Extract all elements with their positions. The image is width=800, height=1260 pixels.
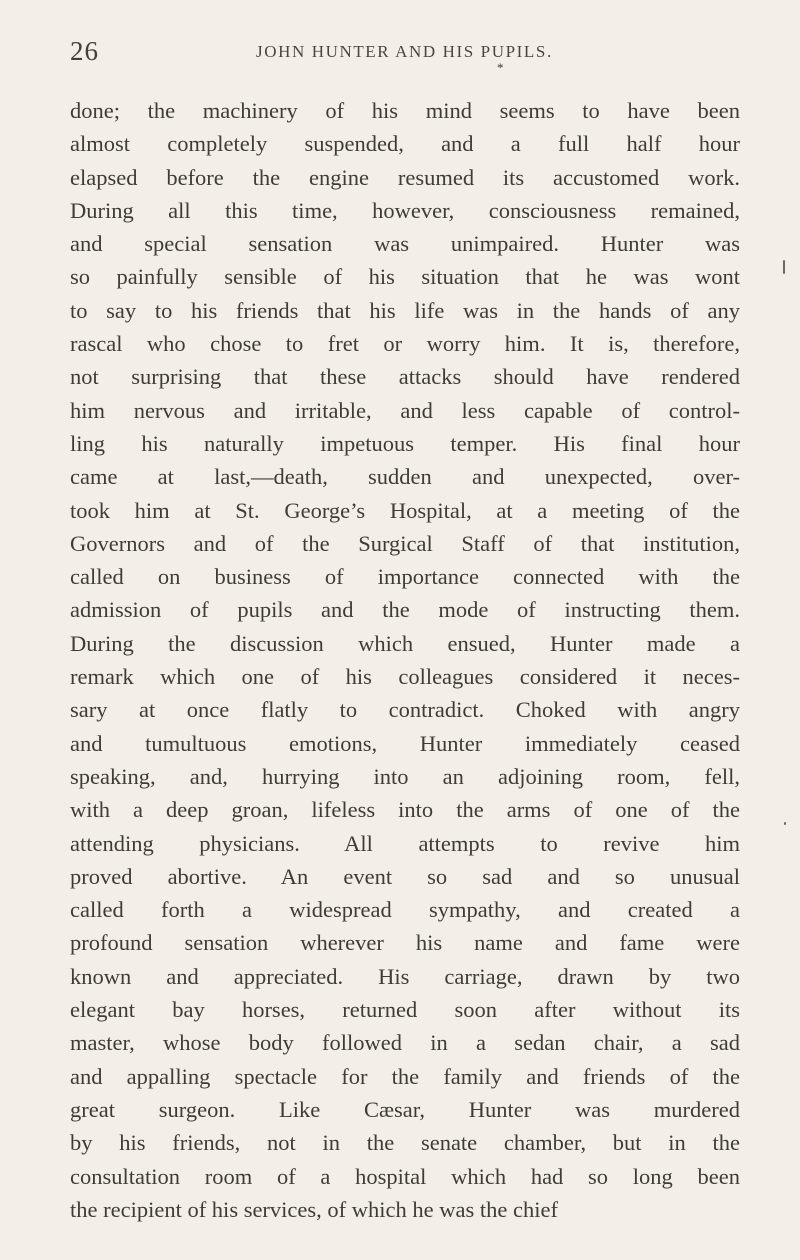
text-line: attending physicians. All attempts to revive him [70,830,740,856]
text-line: During all this time, however, consciousness remained, [70,197,740,223]
text-line: known and appreciated. His carriage, drawn by two [70,963,740,989]
text-line: and special sensation was unimpaired. Hunter was [70,231,740,257]
text-line: not surprising that these attacks should have rendered [70,364,740,390]
running-head: JOHN HUNTER AND HIS PUPILS. [256,42,553,61]
text-line: master, whose body followed in a sedan chair, a sad [70,1030,740,1056]
text-line: During the discussion which ensued, Hunter made a [70,630,740,656]
page-number: 26 [70,36,99,66]
text-line: came at last,—death, sudden and unexpected, over- [70,464,740,490]
text-line: called on business of importance connected with the [70,564,740,590]
text-line: almost completely suspended, and a full half hour [70,131,740,157]
paper-speck [783,260,785,274]
text-line: the recipient of his services, of which he was the chief [70,1196,558,1222]
text-line: Governors and of the Surgical Staff of that institution, [70,530,740,556]
text-line: to say to his friends that his life was in the hands of any [70,297,740,323]
text-line: great surgeon. Like Cæsar, Hunter was murdered [70,1096,740,1122]
text-line: consultation room of a hospital which had so long been [70,1163,740,1189]
paper-speck [784,822,786,825]
text-line: speaking, and, hurrying into an adjoining room, fell, [70,763,740,789]
text-line: profound sensation wherever his name and fame were [70,930,740,956]
body-text [70,94,740,1226]
text-line: admission of pupils and the mode of instructing them. [70,597,740,623]
text-line: by his friends, not in the senate chamber, but in the [70,1130,740,1156]
text-line: remark which one of his colleagues considered it neces- [70,664,740,690]
text-line: and appalling spectacle for the family and friends of the [70,1063,740,1089]
text-line: so painfully sensible of his situation that he was wont [70,264,740,290]
text-line: proved abortive. An event so sad and so unusual [70,863,740,889]
text-line: him nervous and irritable, and less capable of control- [70,397,740,423]
text-line: with a deep groan, lifeless into the arms of one of the [70,797,740,823]
text-line: elapsed before the engine resumed its accustomed work. [70,164,740,190]
printer-mark: * [497,60,504,75]
page-header [70,36,730,76]
text-line: ling his naturally impetuous temper. His final hour [70,430,740,456]
text-line: sary at once flatly to contradict. Choked with angry [70,697,740,723]
text-line: done; the machinery of his mind seems to have been [70,98,740,123]
text-line: and tumultuous emotions, Hunter immediately ceased [70,730,740,756]
text-line: took him at St. George’s Hospital, at a meeting of the [70,497,740,523]
text-line: elegant bay horses, returned soon after without its [70,997,740,1023]
text-line: rascal who chose to fret or worry him. It is, therefore, [70,331,740,357]
text-line: called forth a widespread sympathy, and created a [70,897,740,923]
